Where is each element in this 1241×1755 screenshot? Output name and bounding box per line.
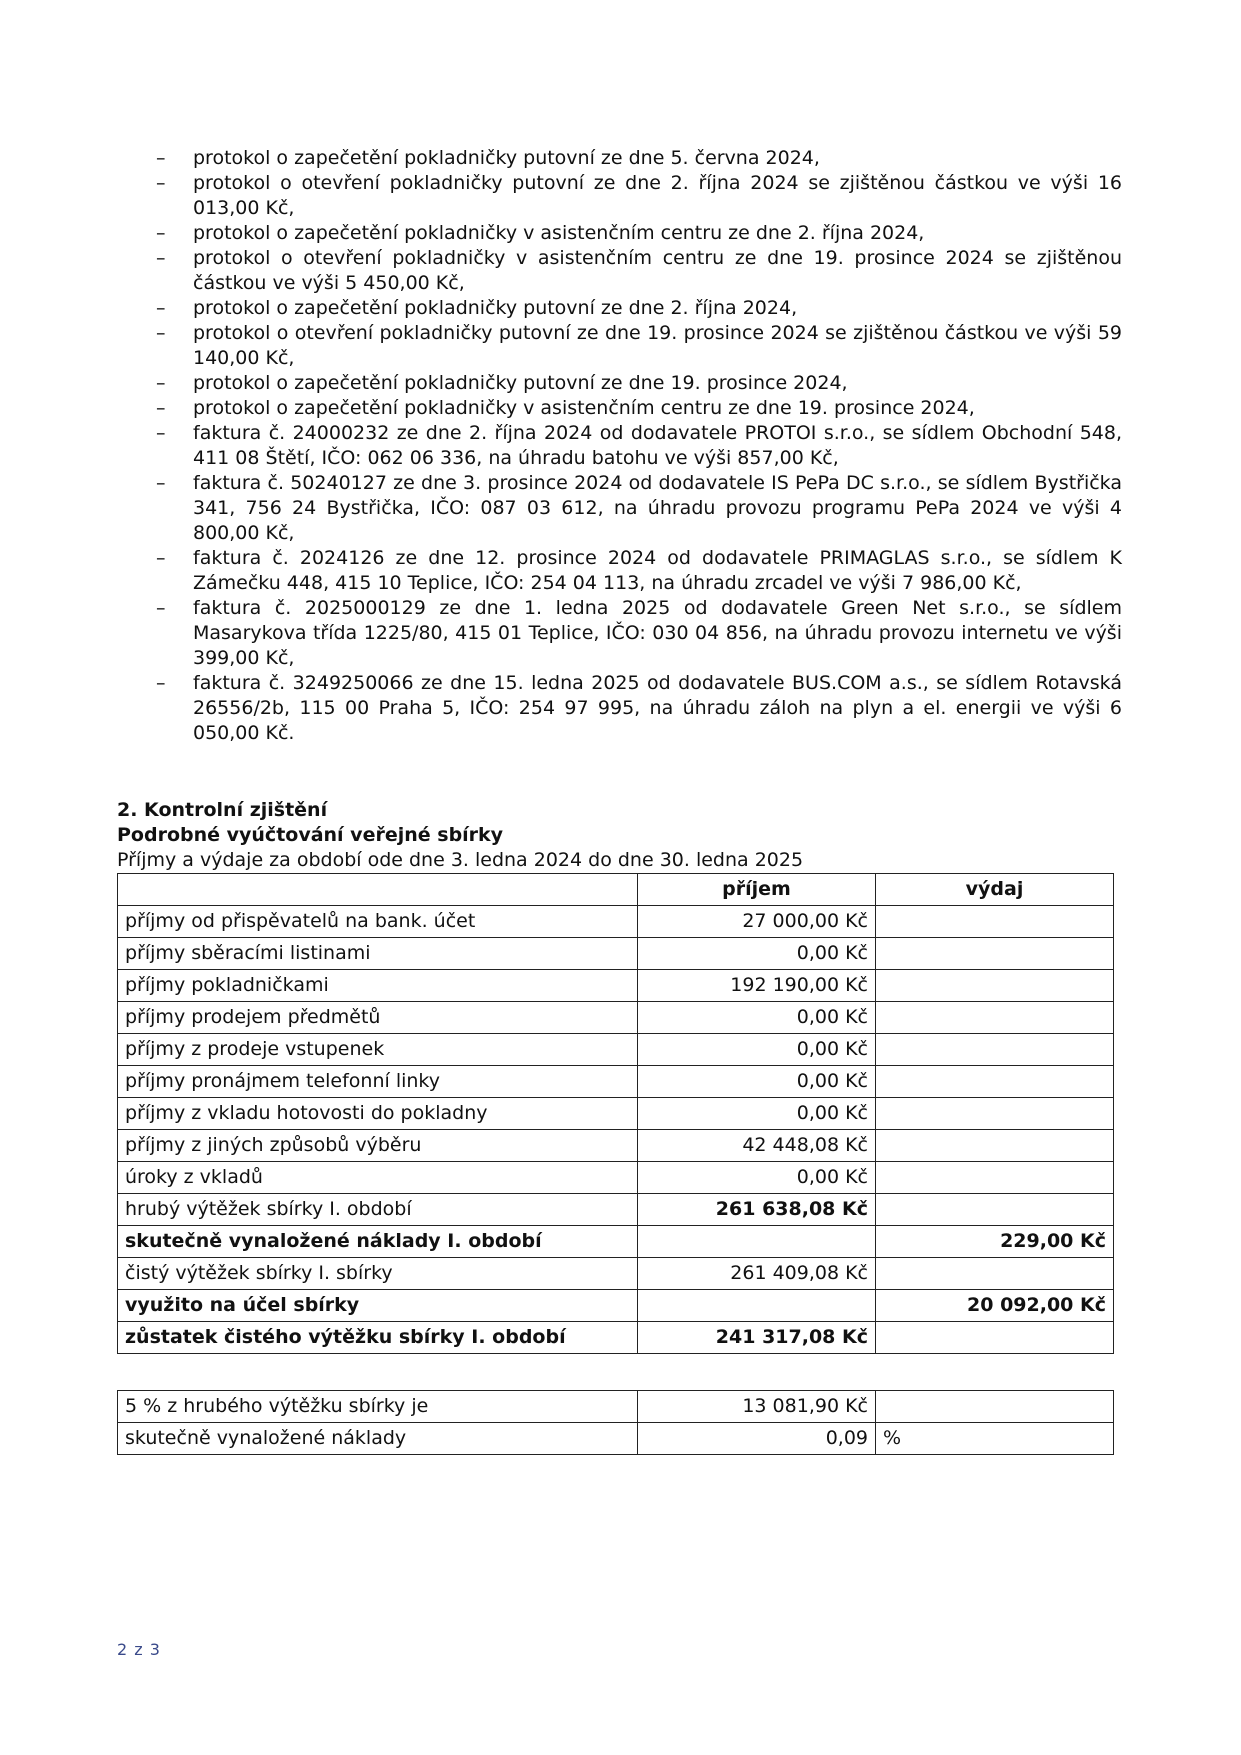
table-row xyxy=(118,1034,1114,1066)
row-label: příjmy z jiných způsobů výběru xyxy=(118,1130,638,1162)
list-item xyxy=(152,171,1122,221)
ratio-value: 13 081,90 Kč xyxy=(638,1391,876,1423)
row-label: příjmy od přispěvatelů na bank. účet xyxy=(118,906,638,938)
row-label: příjmy sběracími listinami xyxy=(118,938,638,970)
table-row xyxy=(118,970,1114,1002)
page-number: 2 z 3 xyxy=(117,1640,161,1659)
list-item-text: protokol o zapečetění pokladničky v asistenčním centru ze dne 2. října 2024, xyxy=(193,222,925,244)
row-expense xyxy=(876,938,1114,970)
bullet-dash: – xyxy=(156,322,166,344)
bullet-dash: – xyxy=(156,597,166,619)
row-income xyxy=(638,1226,876,1258)
row-income: 0,00 Kč xyxy=(638,1002,876,1034)
table-row xyxy=(118,1194,1114,1226)
row-expense xyxy=(876,1162,1114,1194)
ratio-unit: % xyxy=(876,1423,1114,1455)
bullet-dash: – xyxy=(156,472,166,494)
control-findings-section xyxy=(117,798,1117,873)
bullet-dash: – xyxy=(156,397,166,419)
bullet-dash: – xyxy=(156,222,166,244)
ratio-unit xyxy=(876,1391,1114,1423)
row-income: 0,00 Kč xyxy=(638,1098,876,1130)
row-income: 27 000,00 Kč xyxy=(638,906,876,938)
row-expense: 20 092,00 Kč xyxy=(876,1290,1114,1322)
row-label: využito na účel sbírky xyxy=(118,1290,638,1322)
row-income: 0,00 Kč xyxy=(638,1066,876,1098)
table-row xyxy=(118,1066,1114,1098)
table-row xyxy=(118,906,1114,938)
table-row xyxy=(118,1391,1114,1423)
row-label: příjmy pokladničkami xyxy=(118,970,638,1002)
list-item xyxy=(152,671,1122,746)
table-row xyxy=(118,1290,1114,1322)
table-row xyxy=(118,1162,1114,1194)
row-income: 241 317,08 Kč xyxy=(638,1322,876,1354)
row-label: příjmy z vkladu hotovosti do pokladny xyxy=(118,1098,638,1130)
list-item-text: protokol o otevření pokladničky putovní ze dne 19. prosince 2024 se zjištěnou částkou ve výši 59 140,00 Kč, xyxy=(193,322,1122,369)
row-expense xyxy=(876,1194,1114,1226)
bullet-dash: – xyxy=(156,147,166,169)
bullet-dash: – xyxy=(156,547,166,569)
row-label: hrubý výtěžek sbírky I. období xyxy=(118,1194,638,1226)
table-row xyxy=(118,1002,1114,1034)
row-expense xyxy=(876,1002,1114,1034)
row-label: příjmy pronájmem telefonní linky xyxy=(118,1066,638,1098)
list-item-text: protokol o otevření pokladničky putovní ze dne 2. října 2024 se zjištěnou částkou ve výši 16 013,00 Kč, xyxy=(193,172,1122,219)
list-item-text: faktura č. 24000232 ze dne 2. října 2024 od dodavatele PROTOI s.r.o., se sídlem Obchodní 548, 411 08 Štětí, IČO: 062 06 336, na úhradu batohu ve výši 857,00 Kč, xyxy=(193,422,1122,469)
row-label: úroky z vkladů xyxy=(118,1162,638,1194)
row-label: čistý výtěžek sbírky I. sbírky xyxy=(118,1258,638,1290)
ratio-label: skutečně vynaložené náklady xyxy=(118,1423,638,1455)
header-expense: výdaj xyxy=(876,874,1114,906)
row-income: 192 190,00 Kč xyxy=(638,970,876,1002)
row-expense xyxy=(876,970,1114,1002)
table-row xyxy=(118,1130,1114,1162)
bullet-dash: – xyxy=(156,372,166,394)
bullet-dash: – xyxy=(156,247,166,269)
list-item xyxy=(152,471,1122,546)
row-expense xyxy=(876,1258,1114,1290)
list-item xyxy=(152,546,1122,596)
row-income: 261 409,08 Kč xyxy=(638,1258,876,1290)
list-item xyxy=(152,296,1122,321)
section-heading: 2. Kontrolní zjištění xyxy=(117,799,328,821)
table-row xyxy=(118,1322,1114,1354)
ratio-value: 0,09 xyxy=(638,1423,876,1455)
list-item-text: faktura č. 3249250066 ze dne 15. ledna 2025 od dodavatele BUS.COM a.s., se sídlem Rotavská 26556/2b, 115 00 Praha 5, IČO: 254 97 995, na úhradu záloh na plyn a el. energii ve výši 6 050,00 Kč. xyxy=(193,672,1122,744)
table-row xyxy=(118,1423,1114,1455)
row-label: příjmy prodejem předmětů xyxy=(118,1002,638,1034)
row-income: 0,00 Kč xyxy=(638,1162,876,1194)
list-item xyxy=(152,396,1122,421)
table-row xyxy=(118,1258,1114,1290)
row-expense xyxy=(876,1066,1114,1098)
row-expense: 229,00 Kč xyxy=(876,1226,1114,1258)
attached-documents-list xyxy=(152,146,1122,746)
period-text: Příjmy a výdaje za období ode dne 3. ledna 2024 do dne 30. ledna 2025 xyxy=(117,849,804,871)
row-expense xyxy=(876,1130,1114,1162)
section-subheading: Podrobné vyúčtování veřejné sbírky xyxy=(117,824,504,846)
list-item xyxy=(152,421,1122,471)
list-item-text: faktura č. 2024126 ze dne 12. prosince 2024 od dodavatele PRIMAGLAS s.r.o., se sídlem K Zámečku 448, 415 10 Teplice, IČO: 254 04 113, na úhradu zrcadel ve výši 7 986,00 Kč, xyxy=(193,547,1122,594)
row-income: 0,00 Kč xyxy=(638,938,876,970)
list-item xyxy=(152,246,1122,296)
list-item xyxy=(152,221,1122,246)
row-label: skutečně vynaložené náklady I. období xyxy=(118,1226,638,1258)
list-item-text: faktura č. 50240127 ze dne 3. prosince 2024 od dodavatele IS PePa DC s.r.o., se sídlem Bystřička 341, 756 24 Bystřička, IČO: 087 03 612, na úhradu provozu programu PePa 2024 ve výši 4 800,00 Kč, xyxy=(193,472,1122,544)
ratio-label: 5 % z hrubého výtěžku sbírky je xyxy=(118,1391,638,1423)
row-income: 261 638,08 Kč xyxy=(638,1194,876,1226)
list-item xyxy=(152,371,1122,396)
row-income xyxy=(638,1290,876,1322)
list-item xyxy=(152,596,1122,671)
bullet-dash: – xyxy=(156,172,166,194)
table-row xyxy=(118,1098,1114,1130)
accounting-table xyxy=(117,873,1114,1354)
table-row xyxy=(118,1226,1114,1258)
list-item-text: faktura č. 2025000129 ze dne 1. ledna 2025 od dodavatele Green Net s.r.o., se sídlem Masarykova třída 1225/80, 415 01 Teplice, IČO: 030 04 856, na úhradu provozu internetu ve výši 399,00 Kč, xyxy=(193,597,1122,669)
list-item-text: protokol o zapečetění pokladničky v asistenčním centru ze dne 19. prosince 2024, xyxy=(193,397,975,419)
header-label xyxy=(118,874,638,906)
list-item-text: protokol o zapečetění pokladničky putovní ze dne 5. června 2024, xyxy=(193,147,820,169)
bullet-dash: – xyxy=(156,422,166,444)
table-row xyxy=(118,938,1114,970)
table-header-row xyxy=(118,874,1114,906)
row-label: zůstatek čistého výtěžku sbírky I. období xyxy=(118,1322,638,1354)
row-income: 42 448,08 Kč xyxy=(638,1130,876,1162)
list-item xyxy=(152,146,1122,171)
list-item-text: protokol o zapečetění pokladničky putovní ze dne 19. prosince 2024, xyxy=(193,372,848,394)
list-item-text: protokol o otevření pokladničky v asistenčním centru ze dne 19. prosince 2024 se zjištěnou částkou ve výši 5 450,00 Kč, xyxy=(193,247,1122,294)
cost-ratio-table xyxy=(117,1390,1114,1455)
bullet-dash: – xyxy=(156,297,166,319)
row-expense xyxy=(876,1322,1114,1354)
row-expense xyxy=(876,1034,1114,1066)
row-expense xyxy=(876,1098,1114,1130)
row-expense xyxy=(876,906,1114,938)
row-income: 0,00 Kč xyxy=(638,1034,876,1066)
header-income: příjem xyxy=(638,874,876,906)
list-item-text: protokol o zapečetění pokladničky putovní ze dne 2. října 2024, xyxy=(193,297,798,319)
bullet-dash: – xyxy=(156,672,166,694)
list-item xyxy=(152,321,1122,371)
row-label: příjmy z prodeje vstupenek xyxy=(118,1034,638,1066)
